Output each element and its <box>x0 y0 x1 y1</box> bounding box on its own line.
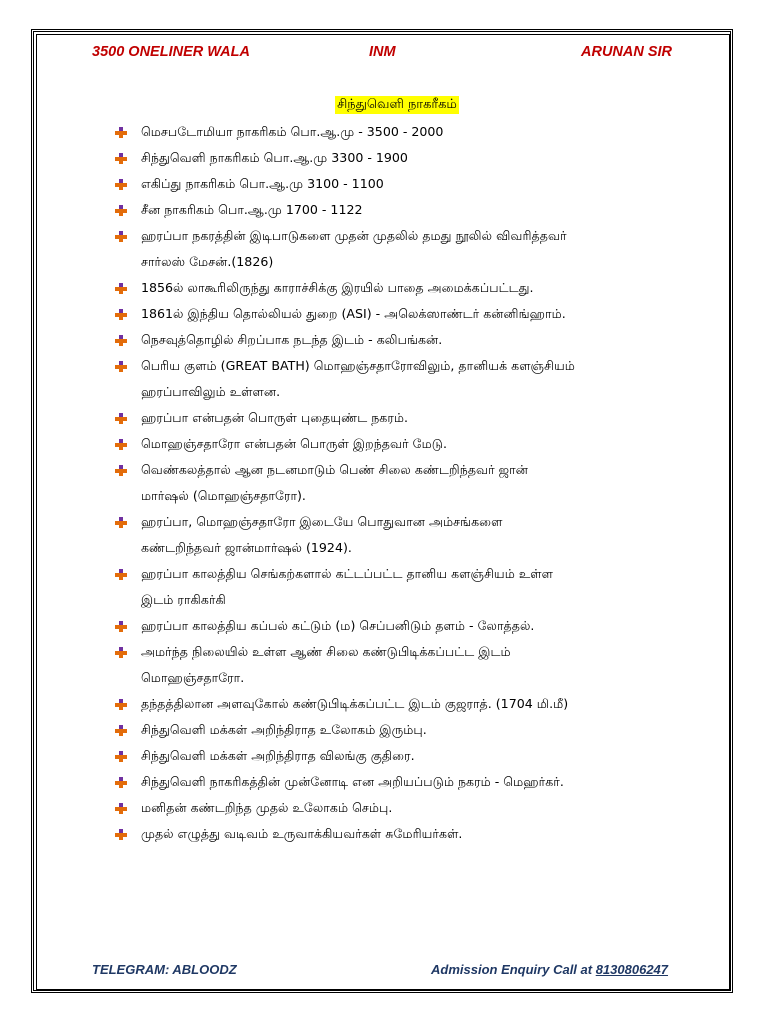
arrow-bullet-icon <box>114 126 128 138</box>
arrow-bullet-icon <box>114 620 128 632</box>
list-item <box>114 561 714 613</box>
list-item <box>114 171 714 197</box>
list-item-line: ஹரப்பா, மொஹஞ்சதாரோ இடையே பொதுவான அம்சங்களை <box>141 514 503 529</box>
list-item-line: ஹரப்பா நகரத்தின் இடிபாடுகளை முதன் முதலில் தமது நூலில் விவரித்தவர் <box>141 228 567 243</box>
list-item-line: சார்லஸ் மேசன்.(1826) <box>141 254 274 269</box>
list-item <box>114 639 714 691</box>
arrow-bullet-icon <box>114 828 128 840</box>
list-item <box>114 145 714 171</box>
page-footer <box>92 962 692 982</box>
list-item-line: முதல் எழுத்து வடிவம் உருவாக்கியவர்கள் சுமேரியர்கள். <box>141 826 463 841</box>
list-item-line: மார்ஷல் (மொஹஞ்சதாரோ). <box>141 488 306 503</box>
list-item-line: மொஹஞ்சதாரோ என்பதன் பொருள் இறந்தவர் மேடு. <box>141 436 447 451</box>
list-item-line: எகிப்து நாகரிகம் பொ.ஆ.மு 3100 - 1100 <box>141 176 384 191</box>
arrow-bullet-icon <box>114 568 128 580</box>
arrow-bullet-icon <box>114 698 128 710</box>
list-item <box>114 119 714 145</box>
list-item <box>114 275 714 301</box>
list-item <box>114 691 714 717</box>
list-item <box>114 431 714 457</box>
list-item <box>114 743 714 769</box>
list-item-line: சிந்துவெளி நாகரிகம் பொ.ஆ.மு 3300 - 1900 <box>141 150 408 165</box>
arrow-bullet-icon <box>114 750 128 762</box>
list-item-line: நெசவுத்தொழில் சிறப்பாக நடந்த இடம் - கலிபங்கன். <box>141 332 443 347</box>
arrow-bullet-icon <box>114 334 128 346</box>
arrow-bullet-icon <box>114 308 128 320</box>
admission-enquiry <box>431 962 668 977</box>
arrow-bullet-icon <box>114 204 128 216</box>
list-item-line: ஹரப்பா என்பதன் பொருள் புதையுண்ட நகரம். <box>141 410 409 425</box>
admission-enquiry-label: Admission Enquiry Call at <box>431 962 596 977</box>
list-item-line: 1861ல் இந்திய தொல்லியல் துறை (ASI) - அலெக்ஸாண்டர் கன்னிங்ஹாம். <box>141 306 566 321</box>
list-item <box>114 223 714 275</box>
list-item <box>114 457 714 509</box>
arrow-bullet-icon <box>114 464 128 476</box>
list-item-line: 1856ல் லாகூரிலிருந்து காராச்சிக்கு இரயில் பாதை அமைக்கப்பட்டது. <box>141 280 534 295</box>
list-item-line: மொஹஞ்சதாரோ. <box>141 670 245 685</box>
header-right-text: ARUNAN SIR <box>581 44 673 60</box>
bullet-list <box>114 119 714 847</box>
arrow-bullet-icon <box>114 776 128 788</box>
list-item <box>114 301 714 327</box>
arrow-bullet-icon <box>114 360 128 372</box>
list-item-line: மெசபடோமியா நாகரிகம் பொ.ஆ.மு - 3500 - 2000 <box>141 124 444 139</box>
list-item <box>114 717 714 743</box>
list-item-line: சீன நாகரிகம் பொ.ஆ.மு 1700 - 1122 <box>141 202 363 217</box>
list-item-line: ஹரப்பா காலத்திய கப்பல் கட்டும் (ம) செப்பனிடும் தளம் - லோத்தல். <box>141 618 535 633</box>
list-item-line: அமர்ந்த நிலையில் உள்ள ஆண் சிலை கண்டுபிடிக்கப்பட்ட இடம் <box>141 644 511 659</box>
list-item-line: ஹரப்பாவிலும் உள்ளன. <box>141 384 281 399</box>
arrow-bullet-icon <box>114 282 128 294</box>
header-left-text: 3500 ONELINER WALA <box>92 44 250 60</box>
arrow-bullet-icon <box>114 178 128 190</box>
list-item-line: ஹரப்பா காலத்திய செங்கற்களால் கட்டப்பட்ட தானிய களஞ்சியம் உள்ள <box>141 566 554 581</box>
list-item <box>114 327 714 353</box>
arrow-bullet-icon <box>114 412 128 424</box>
list-item <box>114 769 714 795</box>
arrow-bullet-icon <box>114 802 128 814</box>
list-item-line: பெரிய குளம் (GREAT BATH) மொஹஞ்சதாரோவிலும், தானியக் களஞ்சியம் <box>141 358 575 373</box>
list-item-line: சிந்துவெளி மக்கள் அறிந்திராத விலங்கு குதிரை. <box>141 748 415 763</box>
arrow-bullet-icon <box>114 152 128 164</box>
list-item <box>114 795 714 821</box>
title-container <box>0 93 768 114</box>
list-item-line: சிந்துவெளி மக்கள் அறிந்திராத உலோகம் இரும்பு. <box>141 722 427 737</box>
list-item-line: கண்டறிந்தவர் ஜான்மார்ஷல் (1924). <box>141 540 352 555</box>
arrow-bullet-icon <box>114 646 128 658</box>
list-item-line: இடம் ராகிகர்கி <box>141 592 226 607</box>
list-item <box>114 353 714 405</box>
list-item-line: வெண்கலத்தால் ஆன நடனமாடும் பெண் சிலை கண்டறிந்தவர் ஜான் <box>141 462 528 477</box>
list-item <box>114 613 714 639</box>
list-item-line: மனிதன் கண்டறிந்த முதல் உலோகம் செம்பு. <box>141 800 393 815</box>
arrow-bullet-icon <box>114 516 128 528</box>
list-item-line: சிந்துவெளி நாகரிகத்தின் முன்னோடி என அறியப்படும் நகரம் - மெஹர்கர். <box>141 774 564 789</box>
list-item <box>114 197 714 223</box>
header-center-text: INM <box>369 44 396 60</box>
list-item <box>114 509 714 561</box>
list-item <box>114 405 714 431</box>
arrow-bullet-icon <box>114 230 128 242</box>
page-header <box>92 44 692 64</box>
phone-number: 8130806247 <box>595 962 669 977</box>
document-title: சிந்துவெளி நாகரீகம் <box>337 97 457 112</box>
list-item-line: தந்தத்திலான அளவுகோல் கண்டுபிடிக்கப்பட்ட இடம் குஜராத். (1704 மி.மீ) <box>141 696 569 711</box>
arrow-bullet-icon <box>114 724 128 736</box>
telegram-text: TELEGRAM: ABLOODZ <box>92 962 237 977</box>
arrow-bullet-icon <box>114 438 128 450</box>
list-item <box>114 821 714 847</box>
